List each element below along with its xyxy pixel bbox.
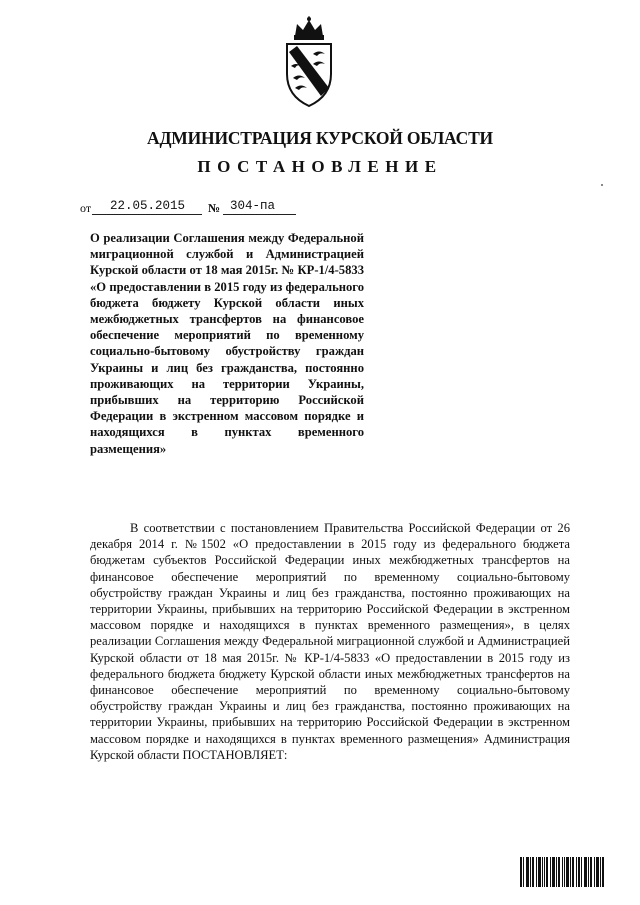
barcode-icon	[520, 857, 604, 887]
number-underline	[223, 214, 296, 215]
number-label: №	[208, 201, 221, 215]
date-number-line	[80, 199, 310, 217]
scan-speck	[601, 184, 603, 186]
document-body: В соответствии с постановлением Правительства Российской Федерации от 26 декабря 2014 г. №1502 «О предоставлении в 2015 году из федерального бюджета бюджетам субъектов Российской Федерации иных межбюджетных трансфертов на финансовое обеспечение мероприятий по временному социально-бытовому обустройству граждан Украины и лиц без гражданства, постоянно проживающих на территории Украины, прибывших на территорию Российской Федерации в экстренном массовом порядке и находящихся в пунктах временного размещения», в целях реализации Соглашения между Федеральной миграционной службой и Администрацией Курской области от 18 мая 2015г. № КР-1/4-5833 «О предоставлении в 2015 году из федерального бюджета бюджету Курской области иных межбюджетных трансфертов на финансовое обеспечение мероприятий по временному социально-бытовому обустройству граждан Украины и лиц без гражданства, постоянно проживающих на территории Украины, прибывших на территорию Российской Федерации в экстренном массовом порядке и находящихся в пунктах временного размещения» Администрация Курской области ПОСТАНОВЛЯЕТ:	[90, 521, 570, 762]
coat-of-arms-icon	[283, 16, 335, 108]
organization-name: АДМИНИСТРАЦИЯ КУРСКОЙ ОБЛАСТИ	[147, 128, 493, 148]
document-number: 304-па	[230, 199, 276, 213]
document-type-title: ПОСТАНОВЛЕНИЕ	[197, 157, 443, 176]
document-date: 22.05.2015	[110, 199, 186, 213]
date-underline	[92, 214, 202, 215]
date-label: от	[80, 201, 92, 215]
document-subject: О реализации Соглашения между Федеральной миграционной службой и Администрацией Курской области от 18 мая 2015г. № КР-1/4-5833 «О предоставлении в 2015 году из федерального бюджета бюджету Курской области иных межбюджетных трансфертов на финансовое обеспечение мероприятий по временному социально-бытовому обустройству граждан Украины и лиц без гражданства, постоянно проживающих на территории Украины, прибывших на территорию Российской Федерации в экстренном массовом порядке и находящихся в пунктах временного размещения»	[90, 231, 364, 456]
